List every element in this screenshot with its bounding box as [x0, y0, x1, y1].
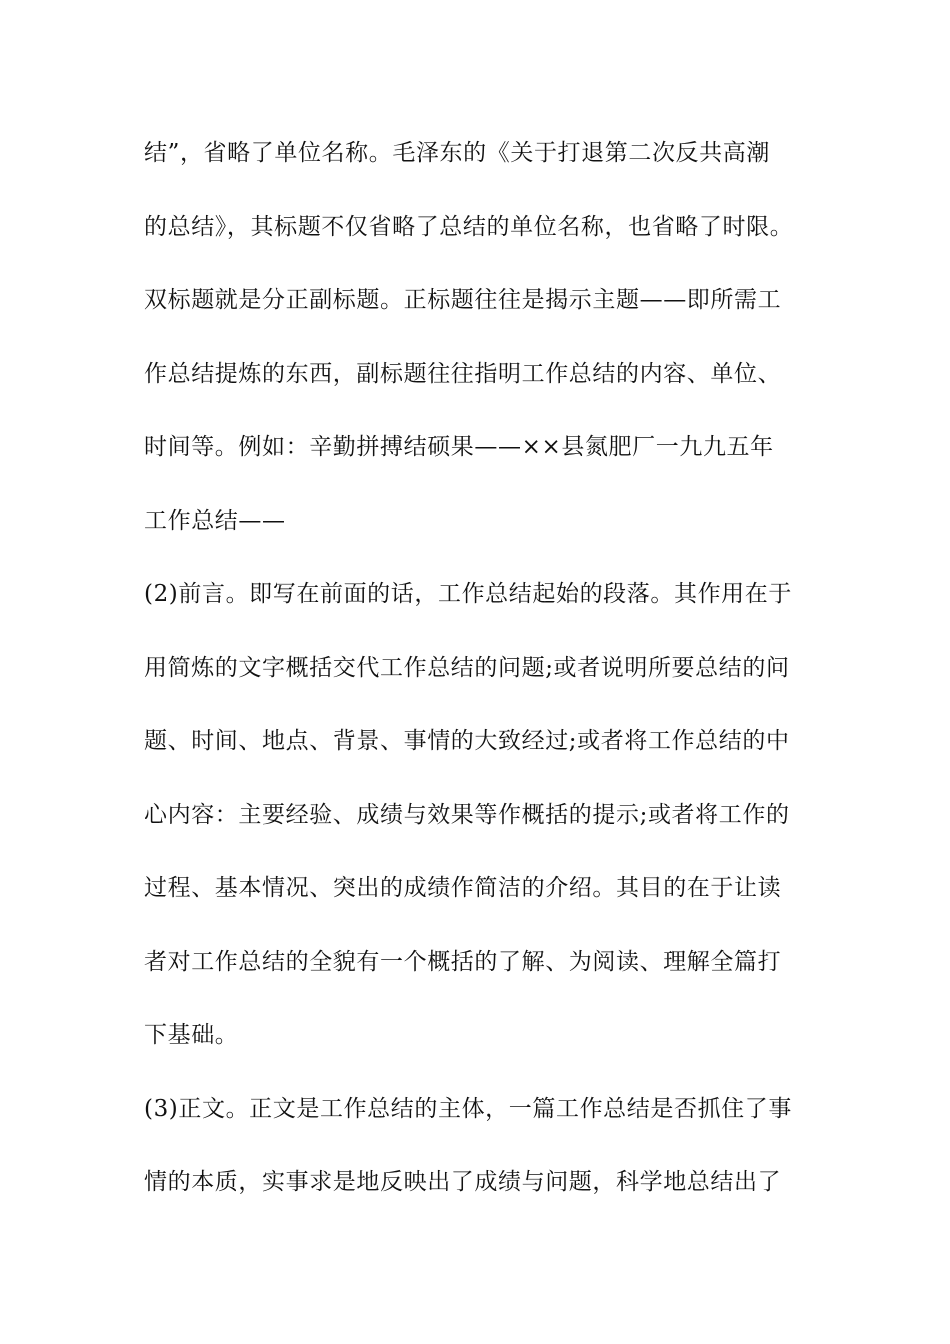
text-line-2: 的总结》，其标题不仅省略了总结的单位名称，也省略了时限。	[144, 213, 794, 240]
text-line-12: 者对工作总结的全貌有一个概括的了解、为阅读、理解全篇打	[144, 948, 782, 975]
text-line-13: 下基础。	[144, 1022, 239, 1048]
text-line-14: (3)正文。正文是工作总结的主体，一篇工作总结是否抓住了事	[144, 1095, 792, 1122]
text-line-3: 双标题就是分正副标题。正标题往往是揭示主题——即所需工	[144, 287, 782, 313]
text-line-10: 心内容：主要经验、成绩与效果等作概括的提示;或者将工作的	[144, 801, 790, 828]
text-line-15: 情的本质，实事求是地反映出了成绩与问题，科学地总结出了	[144, 1169, 782, 1195]
text-line-7: (2)前言。即写在前面的话，工作总结起始的段落。其作用在于	[144, 581, 792, 607]
text-line-8: 用简炼的文字概括交代工作总结的问题;或者说明所要总结的问	[144, 654, 790, 681]
body-text	[144, 128, 824, 1231]
text-line-1: 结”，省略了单位名称。毛泽东的《关于打退第二次反共高潮	[144, 140, 770, 166]
text-line-11: 过程、基本情况、突出的成绩作简洁的介绍。其目的在于让读	[144, 875, 782, 901]
text-line-6: 工作总结——	[144, 507, 286, 534]
text-line-4: 作总结提炼的东西，副标题往往指明工作总结的内容、单位、	[144, 360, 782, 387]
text-line-5: 时间等。例如：辛勤拼搏结硕果——××县氮肥厂一九九五年	[144, 434, 774, 460]
text-line-9: 题、时间、地点、背景、事情的大致经过;或者将工作总结的中	[144, 728, 790, 754]
